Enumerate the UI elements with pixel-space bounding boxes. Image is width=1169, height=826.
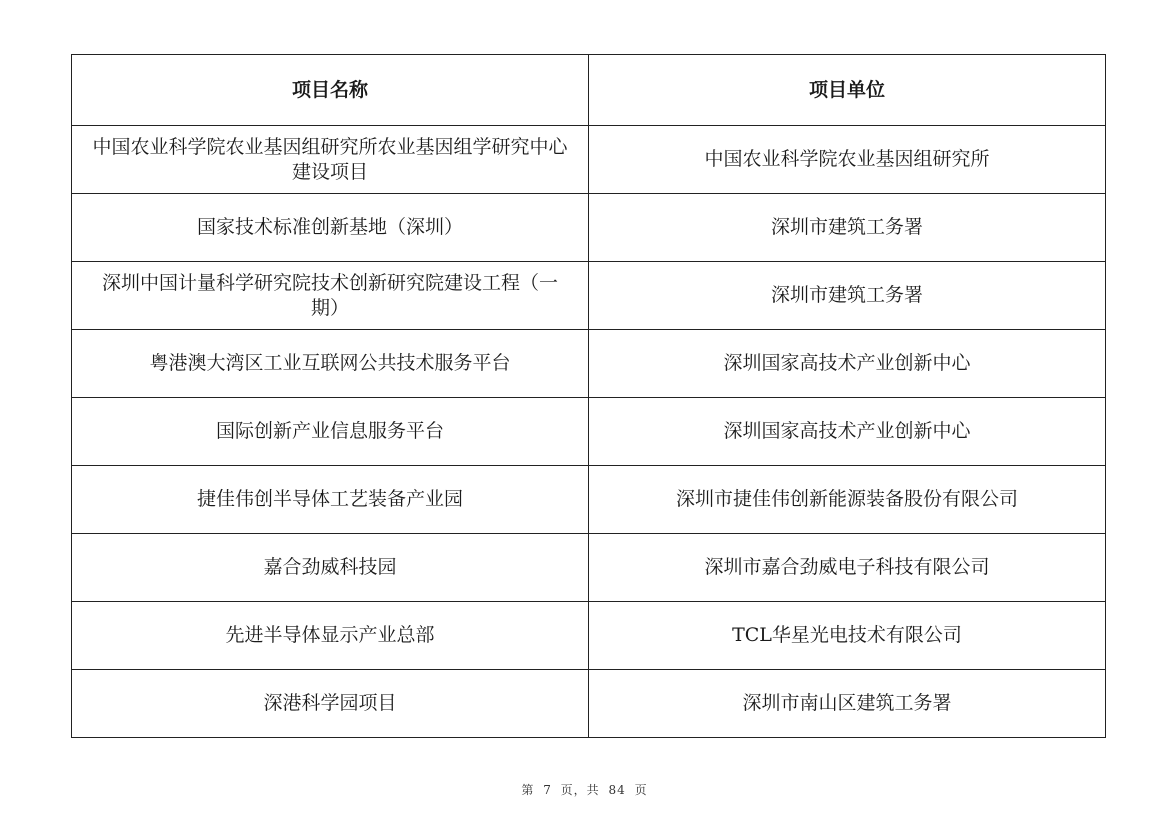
table-row bbox=[72, 398, 1106, 466]
cell-project-unit: 深圳市建筑工务署 bbox=[589, 194, 1106, 262]
current-page-number: 7 bbox=[543, 783, 552, 797]
project-table bbox=[71, 54, 1106, 738]
cell-project-unit: 深圳国家高技术产业创新中心 bbox=[589, 398, 1106, 466]
cell-project-name: 先进半导体显示产业总部 bbox=[72, 602, 589, 670]
table-row bbox=[72, 466, 1106, 534]
table-row bbox=[72, 126, 1106, 194]
cell-project-unit: 深圳市南山区建筑工务署 bbox=[589, 670, 1106, 738]
cell-project-name: 国家技术标准创新基地（深圳） bbox=[72, 194, 589, 262]
table-row bbox=[72, 330, 1106, 398]
cell-project-name: 粤港澳大湾区工业互联网公共技术服务平台 bbox=[72, 330, 589, 398]
table-header-row bbox=[72, 55, 1106, 126]
total-page-count: 84 bbox=[608, 783, 626, 797]
table-row bbox=[72, 602, 1106, 670]
cell-project-name: 深圳中国计量科学研究院技术创新研究院建设工程（一期） bbox=[72, 262, 589, 330]
header-project-name: 项目名称 bbox=[72, 55, 589, 126]
cell-project-name: 捷佳伟创半导体工艺装备产业园 bbox=[72, 466, 589, 534]
cell-project-name: 嘉合劲威科技园 bbox=[72, 534, 589, 602]
header-project-unit: 项目单位 bbox=[589, 55, 1106, 126]
page-number-prefix: 第 bbox=[521, 783, 535, 797]
cell-project-name: 深港科学园项目 bbox=[72, 670, 589, 738]
cell-project-unit: 深圳国家高技术产业创新中心 bbox=[589, 330, 1106, 398]
page-number-middle: 页，共 bbox=[560, 783, 600, 797]
table-row bbox=[72, 194, 1106, 262]
cell-project-unit: 深圳市建筑工务署 bbox=[589, 262, 1106, 330]
page-number-suffix: 页 bbox=[634, 783, 648, 797]
cell-project-unit: 深圳市嘉合劲威电子科技有限公司 bbox=[589, 534, 1106, 602]
cell-project-name: 中国农业科学院农业基因组研究所农业基因组学研究中心建设项目 bbox=[72, 126, 589, 194]
table-row bbox=[72, 670, 1106, 738]
cell-project-unit: 中国农业科学院农业基因组研究所 bbox=[589, 126, 1106, 194]
cell-project-unit: TCL华星光电技术有限公司 bbox=[589, 602, 1106, 670]
cell-project-unit: 深圳市捷佳伟创新能源装备股份有限公司 bbox=[589, 466, 1106, 534]
cell-project-name: 国际创新产业信息服务平台 bbox=[72, 398, 589, 466]
page-footer bbox=[0, 781, 1169, 798]
table-row bbox=[72, 262, 1106, 330]
table-row bbox=[72, 534, 1106, 602]
